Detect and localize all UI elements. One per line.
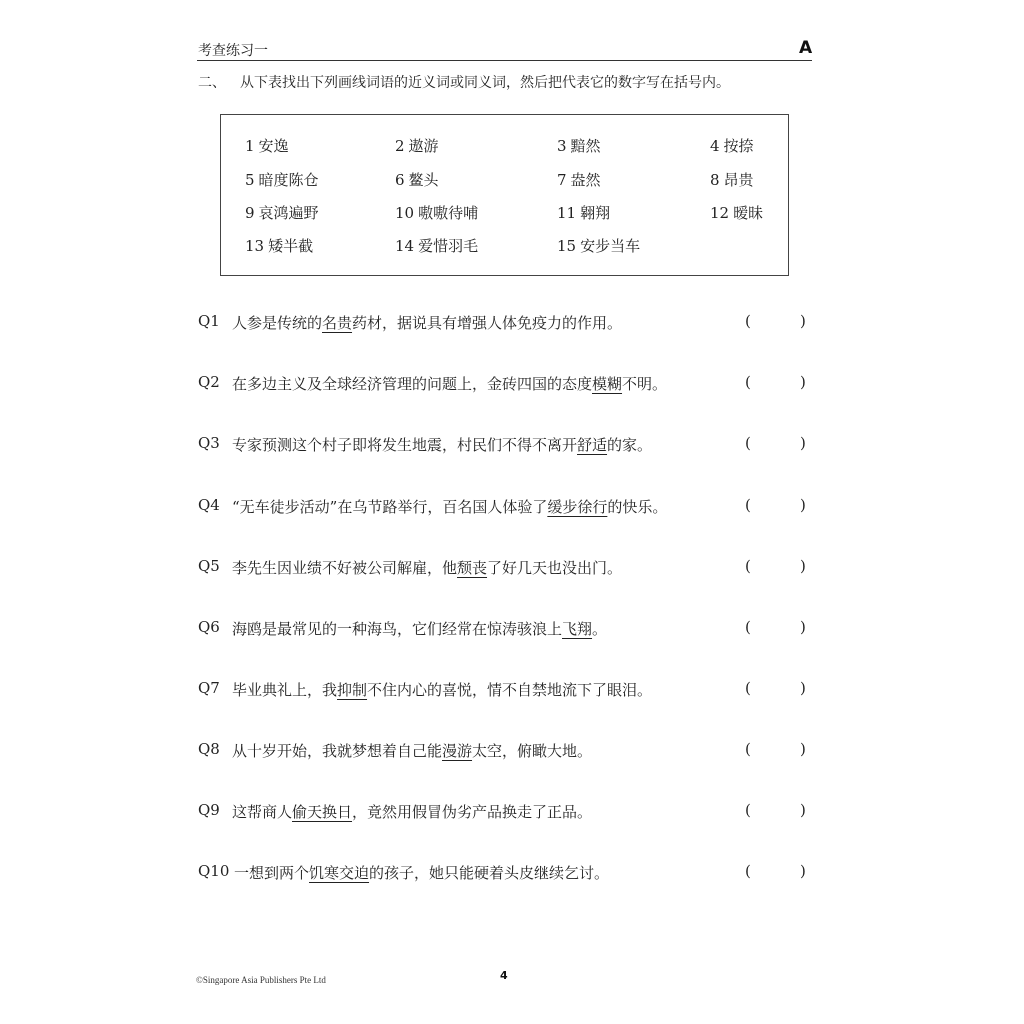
question-q1 [198,312,812,334]
underlined-word: 缓步徐行 [547,498,608,516]
exercise-title: 考查练习一 [198,43,268,59]
word-number: 13 [245,237,265,255]
word-number: 12 [710,204,730,222]
paren-open: ( [745,740,751,758]
answer-input[interactable] [754,799,802,825]
question-text [234,862,609,883]
question-label: Q7 [198,679,220,697]
word-bank-item [245,169,319,190]
word-number: 7 [557,171,567,189]
underlined-word: 偷天换日 [292,803,353,821]
word-text: 暗度陈仓 [258,171,319,189]
word-text: 翱翔 [580,204,611,222]
word-text: 按捺 [723,137,754,155]
question-label: Q6 [198,618,220,636]
word-text: 爱惜羽毛 [418,237,479,255]
answer-input[interactable] [754,738,802,764]
section-letter: A [799,38,813,58]
question-text [232,496,667,517]
word-number: 2 [395,137,405,155]
question-q6 [198,618,812,640]
header-divider [197,60,812,61]
word-bank-item [395,202,478,223]
text-after: 的快乐。 [607,498,668,516]
question-label: Q4 [198,496,220,514]
word-bank-item [557,235,640,256]
underlined-word: 模糊 [592,375,623,393]
word-bank-item [557,169,601,190]
word-number: 1 [245,137,255,155]
word-text: 嗷嗷待哺 [418,204,479,222]
word-text: 暧昧 [733,204,764,222]
question-text [232,434,652,455]
question-label: Q10 [198,862,230,880]
question-text [232,801,592,822]
question-text [232,618,607,639]
text-before: 在多边主义及全球经济管理的问题上，金砖四国的态度 [232,375,593,393]
question-q9 [198,801,812,823]
text-after: 不住内心的喜悦，情不自禁地流下了眼泪。 [367,681,653,699]
question-label: Q2 [198,373,220,391]
question-q5 [198,557,812,579]
page-number: 4 [500,969,508,982]
word-number: 11 [557,204,577,222]
word-number: 6 [395,171,405,189]
text-before: 海鸥是最常见的一种海鸟，它们经常在惊涛骇浪上 [232,620,563,638]
answer-input[interactable] [754,310,802,336]
text-before: “无车徒步活动”在乌节路举行，百名国人体验了 [232,498,548,516]
question-q8 [198,740,812,762]
word-bank-item [710,169,754,190]
underlined-word: 飞翔 [562,620,593,638]
paren-open: ( [745,801,751,819]
question-text [232,312,622,333]
question-label: Q1 [198,312,220,330]
question-text [232,740,592,761]
text-before: 毕业典礼上，我 [232,681,338,699]
paren-close: ) [800,496,806,514]
word-bank-item [245,235,313,256]
word-number: 5 [245,171,255,189]
word-text: 黯然 [570,137,601,155]
paren-close: ) [800,801,806,819]
text-after: 。 [592,620,608,638]
word-number: 9 [245,204,255,222]
text-after: 药材，据说具有增强人体免疫力的作用。 [352,314,623,332]
underlined-word: 舒适 [577,436,608,454]
answer-input[interactable] [754,616,802,642]
word-bank-item [557,202,610,223]
word-bank-item [395,169,439,190]
question-q4 [198,496,812,518]
question-q2 [198,373,812,395]
underlined-word: 抑制 [337,681,368,699]
word-number: 15 [557,237,577,255]
paren-open: ( [745,557,751,575]
word-number: 8 [710,171,720,189]
question-q7 [198,679,812,701]
word-text: 遨游 [408,137,439,155]
paren-open: ( [745,679,751,697]
text-before: 专家预测这个村子即将发生地震，村民们不得不离开 [232,436,578,454]
paren-open: ( [745,862,751,880]
instruction [198,72,730,92]
word-bank-item [395,235,478,256]
text-before: 一想到两个 [234,864,310,882]
question-q10 [198,862,812,884]
text-after: 的孩子，她只能硬着头皮继续乞讨。 [369,864,610,882]
word-bank-item [710,202,763,223]
answer-input[interactable] [754,432,802,458]
question-text [232,373,667,394]
word-text: 矮半截 [268,237,314,255]
answer-input[interactable] [754,371,802,397]
word-bank-box [220,114,789,276]
text-before: 人参是传统的 [232,314,323,332]
word-number: 14 [395,237,415,255]
paren-close: ) [800,740,806,758]
question-q3 [198,434,812,456]
word-text: 安步当车 [580,237,641,255]
word-number: 4 [710,137,720,155]
answer-input[interactable] [754,494,802,520]
answer-input[interactable] [754,677,802,703]
underlined-word: 名贵 [322,314,353,332]
paren-open: ( [745,373,751,391]
question-label: Q8 [198,740,220,758]
text-after: 太空，俯瞰大地。 [472,742,593,760]
question-label: Q9 [198,801,220,819]
paren-open: ( [745,312,751,330]
word-text: 安逸 [258,137,289,155]
underlined-word: 漫游 [442,742,473,760]
answer-input[interactable] [754,860,802,886]
paren-close: ) [800,557,806,575]
paren-open: ( [745,496,751,514]
paren-close: ) [800,434,806,452]
word-bank-item [710,135,754,156]
question-text [232,679,652,700]
paren-close: ) [800,618,806,636]
word-bank-item [395,135,439,156]
instruction-text: 从下表找出下列画线词语的近义词或同义词，然后把代表它的数字写在括号内。 [240,75,730,91]
text-after: 不明。 [622,375,668,393]
paren-close: ) [800,373,806,391]
paren-open: ( [745,434,751,452]
word-bank-item [557,135,601,156]
text-after: 了好几天也没出门。 [487,559,623,577]
paren-close: ) [800,862,806,880]
word-number: 3 [557,137,567,155]
text-before: 这帮商人 [232,803,293,821]
word-text: 盎然 [570,171,601,189]
underlined-word: 颓丧 [457,559,488,577]
paren-close: ) [800,679,806,697]
word-number: 10 [395,204,415,222]
question-label: Q5 [198,557,220,575]
word-text: 哀鸿遍野 [258,204,319,222]
text-after: 的家。 [607,436,653,454]
text-after: ，竟然用假冒伪劣产品换走了正品。 [352,803,593,821]
question-label: Q3 [198,434,220,452]
copyright-notice: ©Singapore Asia Publishers Pte Ltd [196,975,326,985]
word-bank-item [245,135,289,156]
paren-open: ( [745,618,751,636]
instruction-number: 二、 [198,75,226,91]
word-text: 鳌头 [408,171,439,189]
text-before: 李先生因业绩不好被公司解雇，他 [232,559,458,577]
word-text: 昂贵 [723,171,754,189]
answer-input[interactable] [754,555,802,581]
word-bank-item [245,202,319,223]
text-before: 从十岁开始，我就梦想着自己能 [232,742,443,760]
question-text [232,557,622,578]
underlined-word: 饥寒交迫 [309,864,370,882]
paren-close: ) [800,312,806,330]
